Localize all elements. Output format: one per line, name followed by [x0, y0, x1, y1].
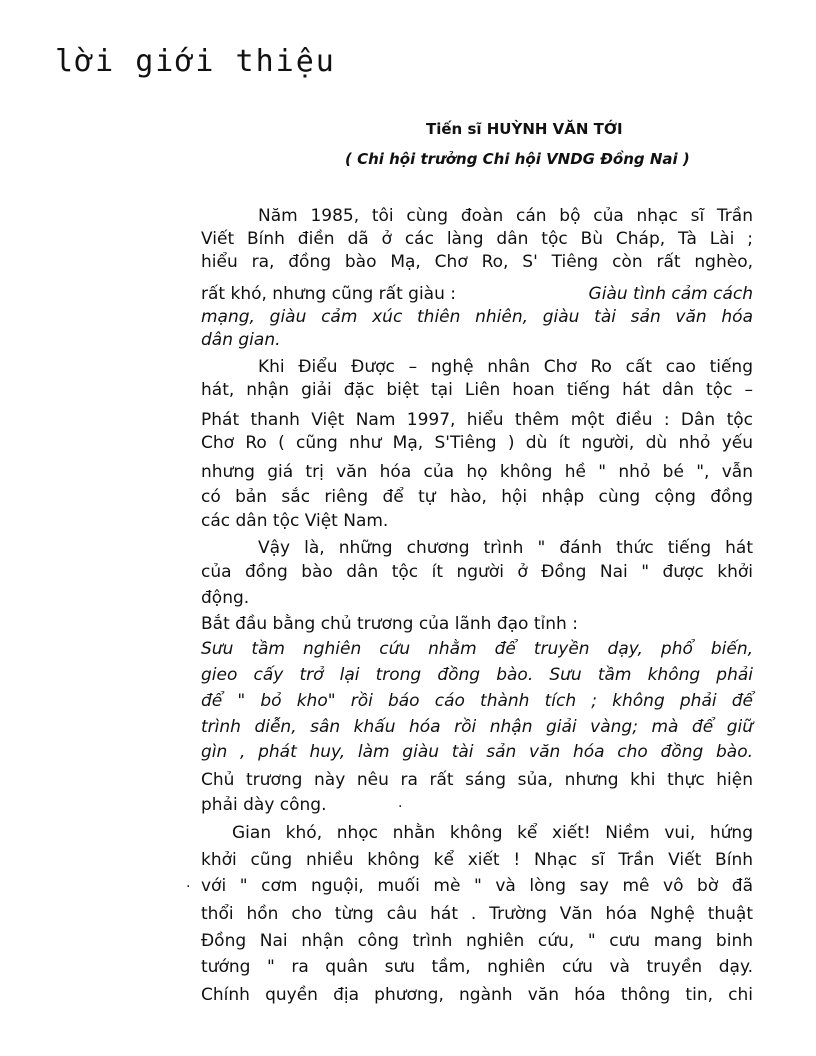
- text-line: các dân tộc Việt Nam.: [201, 511, 389, 531]
- text-line: Phát thanh Việt Nam 1997, hiểu thêm một điều : Dân tộc: [201, 410, 753, 430]
- text-line-mixed: [201, 283, 753, 305]
- text-line: với " cơm nguội, muối mè " và lòng say mê vô bờ đã: [201, 876, 753, 896]
- text-line: hiểu ra, đồng bào Mạ, Chơ Ro, S' Tiêng còn rất nghèo,: [201, 252, 753, 272]
- text-line: Chủ trương này nêu ra rất sáng sủa, nhưng khi thực hiện: [201, 770, 753, 790]
- text-line: động.: [201, 588, 250, 608]
- text-line: Khi Điểu Được – nghệ nhân Chơ Ro cất cao tiếng: [258, 357, 753, 377]
- text-line: mạng, giàu cảm xúc thiên nhiên, giàu tài sản văn hóa: [201, 307, 753, 327]
- text-line: để " bỏ kho" rồi báo cáo thành tích ; không phải để: [201, 691, 753, 711]
- text-line: thổi hồn cho từng câu hát . Trường Văn hóa Nghệ thuật: [201, 904, 753, 924]
- text-segment-italic: Giàu tình cảm cách: [588, 284, 753, 304]
- text-line: Chơ Ro ( cũng như Mạ, S'Tiêng ) dù ít người, dù nhỏ yếu: [201, 433, 753, 453]
- scan-dot: ·: [398, 799, 403, 815]
- text-line: khởi cũng nhiều không kể xiết ! Nhạc sĩ Trần Viết Bính: [201, 850, 753, 870]
- text-line: trình diễn, sân khấu hóa rồi nhận giải vàng; mà để giữ: [201, 717, 753, 737]
- text-line: Đồng Nai nhận công trình nghiên cứu, " cưu mang binh: [201, 931, 753, 951]
- author-role: ( Chi hội trưởng Chi hội VNDG Đồng Nai ): [345, 150, 690, 168]
- text-line: Sưu tầm nghiên cứu nhằm để truyền dạy, phổ biến,: [201, 639, 753, 659]
- text-line: dân gian.: [201, 330, 281, 350]
- text-line: Viết Bính điền dã ở các làng dân tộc Bù Cháp, Tà Lài ;: [201, 229, 753, 249]
- author-name: Tiến sĩ HUỲNH VĂN TỚI: [426, 120, 623, 138]
- text-line: tướng " ra quân sưu tầm, nghiên cứu và truyền dạy.: [201, 957, 753, 977]
- text-line: Năm 1985, tôi cùng đoàn cán bộ của nhạc sĩ Trần: [258, 206, 753, 226]
- text-line: của đồng bào dân tộc ít người ở Đồng Nai " được khởi: [201, 562, 753, 582]
- text-line: Bắt đầu bằng chủ trương của lãnh đạo tỉnh :: [201, 614, 578, 634]
- text-line: Chính quyền địa phương, ngành văn hóa thông tin, chi: [201, 985, 753, 1005]
- text-segment: rất khó, nhưng cũng rất giàu :: [201, 284, 456, 304]
- text-line: hát, nhận giải đặc biệt tại Liên hoan tiếng hát dân tộc –: [201, 380, 753, 400]
- text-line: Gian khó, nhọc nhằn không kể xiết! Niềm vui, hứng: [232, 823, 753, 843]
- text-line: Vậy là, những chương trình " đánh thức tiếng hát: [258, 538, 753, 558]
- scan-dot: ·: [186, 879, 191, 895]
- text-line: gieo cấy trở lại trong đồng bào. Sưu tầm không phải: [201, 665, 753, 685]
- text-line: gìn , phát huy, làm giàu tài sản văn hóa cho đồng bào.: [201, 742, 753, 762]
- text-line: phải dày công.: [201, 795, 327, 815]
- text-line: nhưng giá trị văn hóa của họ không hề " nhỏ bé ", vẫn: [201, 462, 753, 482]
- text-line: có bản sắc riêng để tự hào, hội nhập cùng cộng đồng: [201, 487, 753, 507]
- page-title: lời giới thiệu: [55, 44, 336, 79]
